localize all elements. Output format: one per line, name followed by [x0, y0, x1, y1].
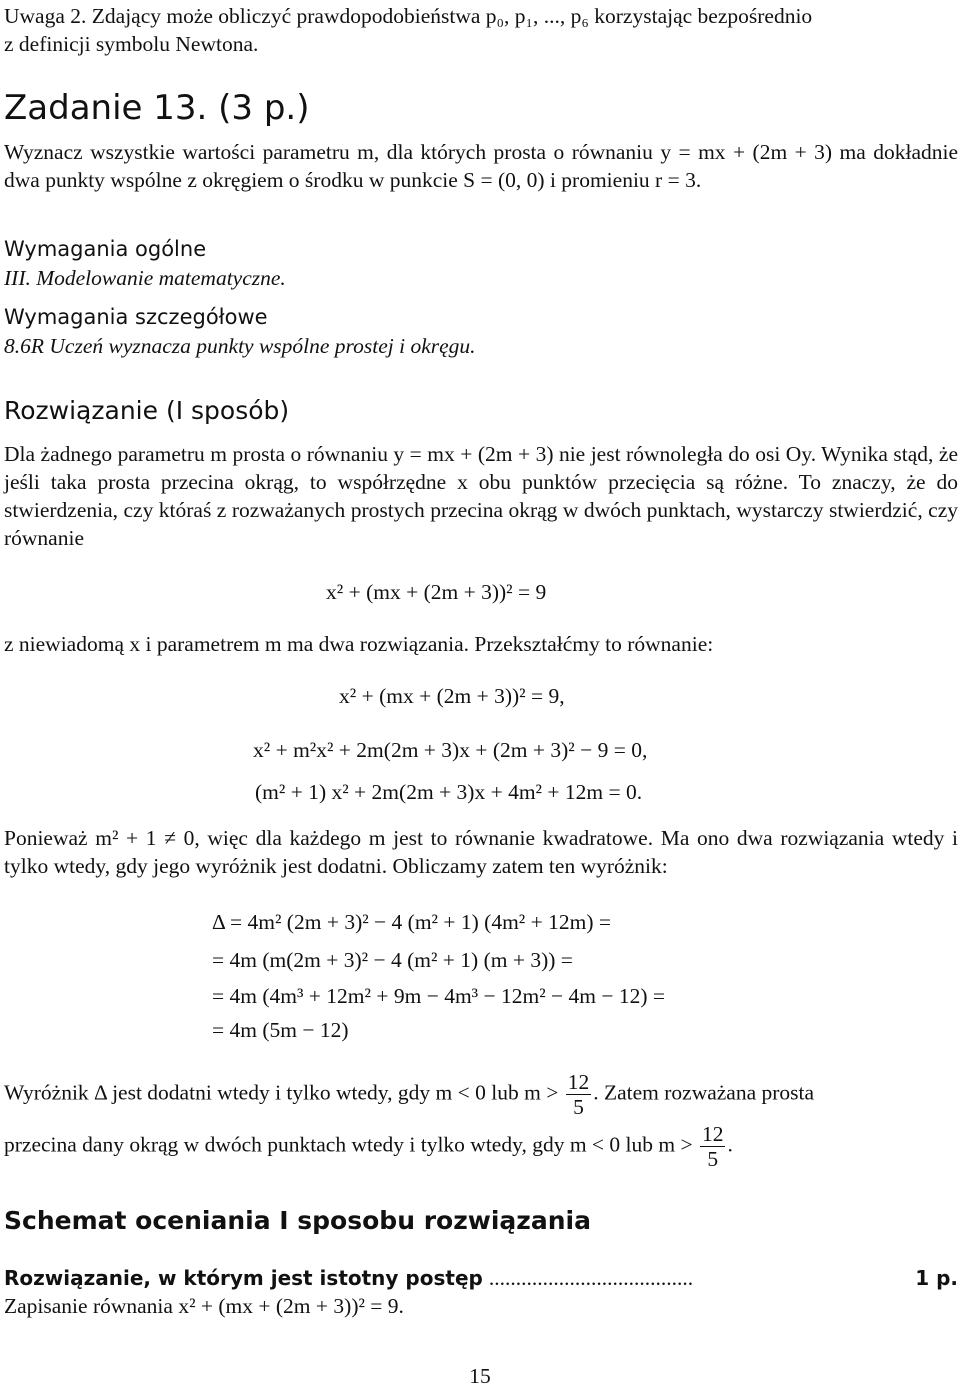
- conclusion-line-1: [4, 1070, 958, 1119]
- task-title: Zadanie 13. (3 p.): [4, 88, 310, 128]
- solution-paragraph-2: z niewiadomą x i parametrem m ma dwa rozwiązania. Przekształćmy to równanie:: [4, 632, 714, 656]
- discriminant-line-1: Δ = 4m² (2m + 3)² − 4 (m² + 1) (4m² + 12m) =: [212, 910, 611, 934]
- conclusion-line-2-text: przecina dany okrąg w dwóch punktach wtedy i tylko wtedy, gdy m < 0 lub m >: [4, 1132, 693, 1157]
- page-number: 15: [469, 1364, 491, 1388]
- fraction-12-5: [566, 1070, 592, 1119]
- equation-2: x² + (mx + (2m + 3))² = 9,: [339, 684, 565, 708]
- scheme-row-text: Zapisanie równania x² + (mx + (2m + 3))² = 9.: [4, 1294, 404, 1318]
- scheme-row: [4, 1264, 958, 1292]
- conclusion-line-1-text: Wyróżnik Δ jest dodatni wtedy i tylko wtedy, gdy m < 0 lub m >: [4, 1080, 559, 1105]
- equation-1: x² + (mx + (2m + 3))² = 9: [326, 580, 547, 604]
- equation-4: (m² + 1) x² + 2m(2m + 3)x + 4m² + 12m = 0.: [255, 780, 643, 804]
- fraction-12-5-second: [700, 1122, 726, 1171]
- discriminant-line-3: = 4m (4m³ + 12m² + 9m − 4m³ − 12m² − 4m − 12) =: [212, 984, 666, 1008]
- conclusion-line-1-tail: . Zatem rozważana prosta: [593, 1080, 815, 1105]
- solution-paragraph-3: Ponieważ m² + 1 ≠ 0, więc dla każdego m jest to równanie kwadratowe. Ma ono dwa rozwiązania wtedy i tylko wtedy, gdy jego wyróżnik jest dodatni. Obliczamy zatem ten wyróżnik:: [4, 826, 958, 878]
- fraction-numerator-second: 12: [701, 1122, 724, 1146]
- note-line-1: Uwaga 2. Zdający może obliczyć prawdopodobieństwa p₀, p₁, ..., p₆ korzystając bezpośrednio: [4, 4, 813, 28]
- conclusion-line-2: [4, 1122, 958, 1171]
- scheme-row-points: 1 p.: [915, 1266, 958, 1290]
- scheme-row-label: Rozwiązanie, w którym jest istotny postęp: [4, 1266, 483, 1290]
- fraction-denominator: 5: [573, 1095, 584, 1119]
- conclusion-line-2-tail: .: [727, 1132, 733, 1157]
- general-requirements-text: III. Modelowanie matematyczne.: [4, 266, 286, 290]
- task-text: Wyznacz wszystkie wartości parametru m, dla których prosta o równaniu y = mx + (2m + 3) ma dokładnie dwa punkty wspólne z okręgiem o środku w punkcie S = (0, 0) i promieniu r = 3.: [4, 140, 958, 192]
- discriminant-line-4: = 4m (5m − 12): [212, 1018, 349, 1042]
- detailed-requirements-heading: Wymagania szczegółowe: [4, 305, 268, 329]
- note-block: [4, 2, 958, 58]
- scheme-heading: Schemat oceniania I sposobu rozwiązania: [4, 1206, 591, 1235]
- detailed-requirements-text: 8.6R Uczeń wyznacza punkty wspólne prostej i okręgu.: [4, 334, 476, 358]
- general-requirements-heading: Wymagania ogólne: [4, 237, 207, 261]
- solution-paragraph-1: Dla żadnego parametru m prosta o równaniu y = mx + (2m + 3) nie jest równoległa do osi Oy. Wynika stąd, że jeśli taka prosta przecina okrąg, to współrzędne x obu punktów przecięcia są różne. To znaczy, że do stwierdzenia, czy któraś z rozważanych prostych przecina okrąg w dwóch punktach, wystarczy stwierdzić, czy równanie: [4, 442, 958, 550]
- solution-heading: Rozwiązanie (I sposób): [4, 396, 290, 425]
- equation-3: x² + m²x² + 2m(2m + 3)x + (2m + 3)² − 9 = 0,: [253, 738, 648, 762]
- fraction-numerator: 12: [567, 1070, 590, 1094]
- note-line-2: z definicji symbolu Newtona.: [4, 32, 259, 56]
- scheme-row-dots: ......................................: [488, 1266, 694, 1290]
- fraction-denominator-second: 5: [707, 1147, 719, 1171]
- discriminant-line-2: = 4m (m(2m + 3)² − 4 (m² + 1) (m + 3)) =: [212, 948, 573, 972]
